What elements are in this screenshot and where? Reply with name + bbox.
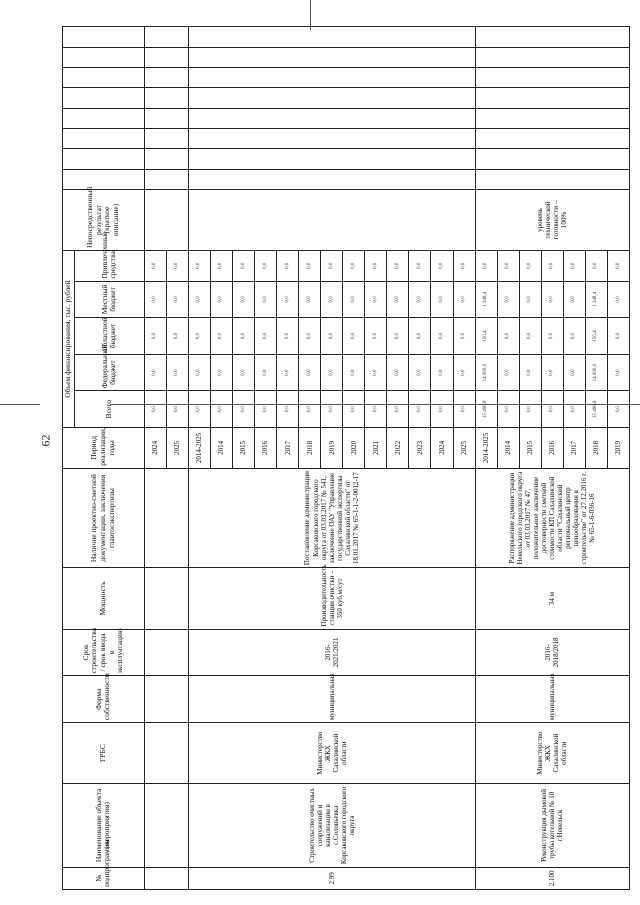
total-cell: 0,0	[563, 391, 585, 428]
local-cell: 0,0	[210, 281, 232, 318]
total-cell: 15 498,8	[475, 391, 497, 428]
local-cell: 0,0	[519, 281, 541, 318]
header-term: Срок строительства / срок ввода в эксплуатацию	[63, 629, 145, 676]
header-federal: Федеральный бюджет	[74, 354, 144, 391]
attracted-cell: 0,0	[519, 251, 541, 282]
header-ownership: Форма собственности	[63, 676, 145, 723]
empty-cell	[475, 128, 629, 148]
object-name-cell: Реконструкция дымовой трубы котельной № 10 г.Невельск	[475, 784, 629, 867]
regional-cell: 0,0	[409, 318, 431, 355]
local-cell: 0,0	[607, 281, 629, 318]
local-cell: 0,0	[387, 281, 409, 318]
regional-cell: 0,0	[188, 318, 210, 355]
total-cell: 0,0	[254, 391, 276, 428]
regional-cell: 0,0	[387, 318, 409, 355]
attracted-cell: 0,0	[453, 251, 475, 282]
period-cell: 2017	[277, 428, 299, 469]
period-cell: 2014-2025	[188, 428, 210, 469]
federal-cell: 0,0	[188, 354, 210, 391]
period-cell: 2015	[232, 428, 254, 469]
local-cell: 0,0	[299, 281, 321, 318]
federal-cell: 14 000,0	[475, 354, 497, 391]
total-cell: 0,0	[210, 391, 232, 428]
regional-cell: 0,0	[299, 318, 321, 355]
docs-cell: Постановление администрации Корсаковского городского округа от 03.03.2017 № 541, заключение ОАУ "Управление государственной экспертизы Сахалинской области" от 18.01.2017 № 65-1-1-2-0012-17	[188, 468, 475, 568]
total-cell: 0,0	[541, 391, 563, 428]
ownership-cell: муниципальная	[475, 676, 629, 723]
local-cell: 0,0	[365, 281, 387, 318]
local-cell: 0,0	[166, 281, 188, 318]
total-cell: 0,0	[453, 391, 475, 428]
grbs-cell: Министерство ЖКХ Сахалинской области	[475, 723, 629, 784]
local-cell: 0,0	[188, 281, 210, 318]
regional-cell: 0,0	[607, 318, 629, 355]
attracted-cell: 0,0	[210, 251, 232, 282]
total-cell: 15 498,8	[585, 391, 607, 428]
table-row	[144, 27, 166, 890]
federal-cell: 0,0	[497, 354, 519, 391]
header-capacity: Мощность	[63, 568, 145, 629]
attracted-cell: 0,0	[188, 251, 210, 282]
total-cell: 0,0	[166, 391, 188, 428]
attracted-cell: 0,0	[299, 251, 321, 282]
period-cell: 2025	[453, 428, 475, 469]
federal-cell: 0,0	[365, 354, 387, 391]
period-cell: 2022	[387, 428, 409, 469]
regional-cell: 0,0	[321, 318, 343, 355]
total-cell: 0,0	[232, 391, 254, 428]
period-cell: 2014	[210, 428, 232, 469]
local-cell: 0,0	[254, 281, 276, 318]
total-cell: 0,0	[409, 391, 431, 428]
federal-cell: 0,0	[563, 354, 585, 391]
total-cell: 0,0	[365, 391, 387, 428]
empty-cell	[188, 128, 475, 148]
total-cell: 0,0	[144, 391, 166, 428]
federal-cell: 0,0	[431, 354, 453, 391]
period-cell: 2018	[585, 428, 607, 469]
empty-cell	[475, 108, 629, 128]
period-cell: 2021	[365, 428, 387, 469]
period-cell: 2014	[497, 428, 519, 469]
period-cell: 2016	[541, 428, 563, 469]
object-num-cell: 2.99	[188, 867, 475, 889]
period-cell: 2015	[519, 428, 541, 469]
local-cell: 0,0	[431, 281, 453, 318]
project-1-rows	[188, 27, 475, 890]
total-cell: 0,0	[497, 391, 519, 428]
attracted-cell: 0,0	[343, 251, 365, 282]
header-result: Непосредственный результат (краткое описание)	[63, 189, 145, 250]
ownership-cell: муниципальная	[188, 676, 475, 723]
header-total: Всего	[74, 391, 144, 428]
empty-cell	[475, 88, 629, 108]
period-cell: 2024	[431, 428, 453, 469]
federal-cell: 0,0	[232, 354, 254, 391]
regional-cell: 0,0	[210, 318, 232, 355]
total-cell: 0,0	[431, 391, 453, 428]
regional-cell: 0,0	[453, 318, 475, 355]
attracted-cell: 0,0	[475, 251, 497, 282]
total-cell: 0,0	[607, 391, 629, 428]
period-cell: 2018	[299, 428, 321, 469]
regional-cell: 0,0	[541, 318, 563, 355]
total-cell: 0,0	[519, 391, 541, 428]
page-number: 62	[38, 434, 53, 447]
attracted-cell: 0,0	[431, 251, 453, 282]
federal-cell: 0,0	[387, 354, 409, 391]
project-2-rows	[475, 27, 629, 890]
attracted-cell: 0,0	[365, 251, 387, 282]
total-cell: 0,0	[299, 391, 321, 428]
local-cell: 0,0	[232, 281, 254, 318]
local-cell: 0,0	[277, 281, 299, 318]
attracted-cell: 0,0	[277, 251, 299, 282]
total-cell: 0,0	[321, 391, 343, 428]
empty-cell	[475, 27, 629, 48]
attracted-cell: 0,0	[387, 251, 409, 282]
attracted-cell: 0,0	[563, 251, 585, 282]
total-cell: 0,0	[277, 391, 299, 428]
total-cell: 0,0	[188, 391, 210, 428]
attracted-cell: 0,0	[166, 251, 188, 282]
object-num-cell: 2.100	[475, 867, 629, 889]
program-objects-table	[62, 26, 630, 890]
total-cell: 0,0	[343, 391, 365, 428]
local-cell: 0,0	[541, 281, 563, 318]
local-cell: 0,0	[321, 281, 343, 318]
empty-cell	[188, 67, 475, 87]
capacity-cell: Производительность станции очистки - 350 куб.м/сут	[188, 568, 475, 629]
header-name: Наименование объекта (мероприятия)	[63, 784, 145, 867]
attracted-cell: 0,0	[497, 251, 519, 282]
attracted-cell: 0,0	[144, 251, 166, 282]
regional-cell: 0,0	[232, 318, 254, 355]
regional-cell: 0,0	[519, 318, 541, 355]
header-financing-group: Объем финансирования, тыс. рублей	[63, 251, 75, 428]
empty-cell	[188, 88, 475, 108]
regional-cell: 0,0	[277, 318, 299, 355]
federal-cell: 0,0	[299, 354, 321, 391]
docs-cell: Распоряжение администрации Невельского городского округа от 03.03.2017 № 47, положительное заключение достоверности сметной стоимости КП Сахалинской области "Сахалинский региональный центр ценообразования в строительстве" от 27.12.2016 г. № 65-1-6-036-16	[475, 468, 629, 568]
regional-cell: 0,0	[365, 318, 387, 355]
regional-cell: 0,0	[497, 318, 519, 355]
local-cell: 0,0	[497, 281, 519, 318]
federal-cell: 0,0	[210, 354, 232, 391]
grbs-cell: Министерство ЖКХ Сахалинской области	[188, 723, 475, 784]
header-docs: Наличие проектно-сметной документации, заключения главгосэкспертизы	[63, 468, 145, 568]
object-name-cell: Строительство очистных сооружений и канализации в с.Соловьевка Корсаковского городского округа	[188, 784, 475, 867]
regional-cell: 150,4	[475, 318, 497, 355]
period-cell: 2014-2025	[475, 428, 497, 469]
empty-cell	[188, 149, 475, 169]
period-cell: 2025	[166, 428, 188, 469]
empty-cell	[188, 108, 475, 128]
attracted-cell: 0,0	[409, 251, 431, 282]
attracted-cell: 0,0	[541, 251, 563, 282]
table-row	[475, 27, 497, 890]
local-cell: 0,0	[453, 281, 475, 318]
federal-cell: 0,0	[343, 354, 365, 391]
empty-cell	[475, 169, 629, 189]
regional-cell: 0,0	[431, 318, 453, 355]
regional-cell: 0,0	[166, 318, 188, 355]
regional-cell: 0,0	[563, 318, 585, 355]
table-row	[188, 27, 210, 890]
empty-cell	[188, 27, 475, 48]
regional-cell: 0,0	[144, 318, 166, 355]
empty-cell	[188, 47, 475, 67]
header-local: Местный бюджет	[74, 281, 144, 318]
attracted-cell: 0,0	[232, 251, 254, 282]
period-cell: 2016	[254, 428, 276, 469]
federal-cell: 0,0	[277, 354, 299, 391]
result-cell	[188, 189, 475, 250]
federal-cell: 0,0	[409, 354, 431, 391]
attracted-cell: 0,0	[254, 251, 276, 282]
header-regional: Областной бюджет	[74, 318, 144, 355]
regional-cell: 0,0	[343, 318, 365, 355]
period-cell: 2017	[563, 428, 585, 469]
header-period: Период реализации, годы	[63, 428, 145, 469]
attracted-cell: 0,0	[607, 251, 629, 282]
attracted-cell: 0,0	[585, 251, 607, 282]
local-cell: 0,0	[343, 281, 365, 318]
federal-cell: 0,0	[144, 354, 166, 391]
local-cell: 1 348,4	[475, 281, 497, 318]
empty-cell	[475, 47, 629, 67]
federal-cell: 0,0	[453, 354, 475, 391]
period-cell: 2019	[607, 428, 629, 469]
federal-cell: 0,0	[541, 354, 563, 391]
period-cell: 2023	[409, 428, 431, 469]
header-num: № подпрограммы	[63, 867, 145, 889]
period-cell: 2020	[343, 428, 365, 469]
federal-cell: 0,0	[607, 354, 629, 391]
federal-cell: 0,0	[321, 354, 343, 391]
empty-cell	[475, 149, 629, 169]
total-cell: 0,0	[387, 391, 409, 428]
federal-cell: 14 000,0	[585, 354, 607, 391]
capacity-cell: 34 м	[475, 568, 629, 629]
attracted-cell: 0,0	[321, 251, 343, 282]
header-grbs: ГРБС	[63, 723, 145, 784]
header-attracted: Привлеченные средства	[74, 251, 144, 282]
term-cell: 2016-2021/2021	[188, 629, 475, 676]
empty-cell	[188, 169, 475, 189]
empty-cell	[475, 67, 629, 87]
local-cell: 0,0	[409, 281, 431, 318]
regional-cell: 0,0	[254, 318, 276, 355]
term-cell: 2016-2018/2018	[475, 629, 629, 676]
local-cell: 0,0	[144, 281, 166, 318]
local-cell: 1 348,4	[585, 281, 607, 318]
period-cell: 2019	[321, 428, 343, 469]
federal-cell: 0,0	[254, 354, 276, 391]
federal-cell: 0,0	[166, 354, 188, 391]
result-cell: уровень технической готовности – 100%	[475, 189, 629, 250]
local-cell: 0,0	[563, 281, 585, 318]
period-cell: 2024	[144, 428, 166, 469]
regional-cell: 150,4	[585, 318, 607, 355]
federal-cell: 0,0	[519, 354, 541, 391]
